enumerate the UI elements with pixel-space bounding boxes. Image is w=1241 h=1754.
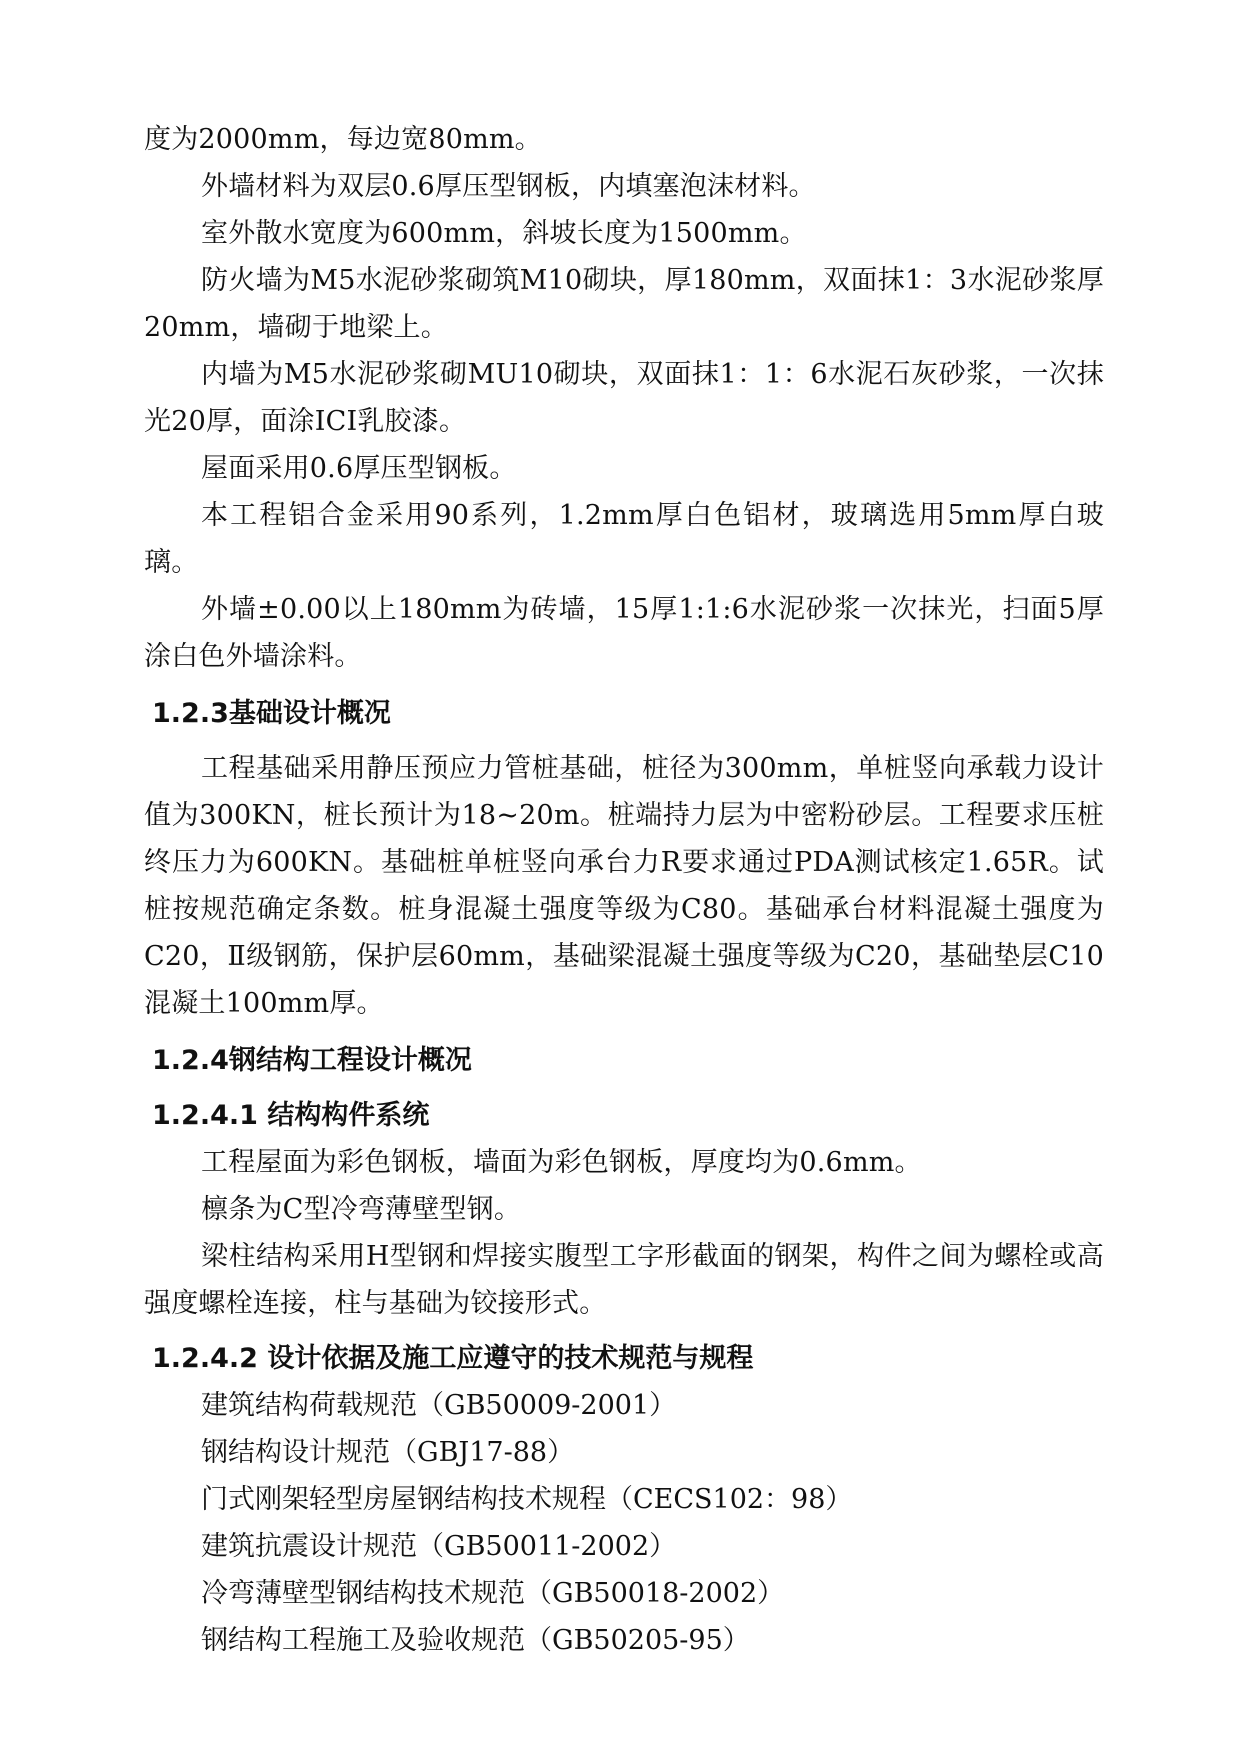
paragraph-firewall: 防火墙为M5水泥砂浆砌筑M10砌块，厚180mm，双面抹1：3水泥砂浆厚20mm，墙砌于地梁上。 — [144, 265, 1104, 343]
heading-1-2-4-1: 1.2.4.1 结构构件系统 — [152, 1100, 430, 1131]
paragraph-roof: 屋面采用0.6厚压型钢板。 — [201, 453, 517, 484]
list-item: 钢结构设计规范（GBJ17-88） — [201, 1437, 575, 1468]
paragraph-foundation: 工程基础采用静压预应力管桩基础，桩径为300mm，单桩竖向承载力设计值为300KN，桩长预计为18~20m。桩端持力层为中密粉砂层。工程要求压桩终压力为600KN。基础桩单桩竖向承台力R要求通过PDA测试核定1.65R。试桩按规范确定条数。桩身混凝土强度等级为C80。基础承台材料混凝土强度为C20，Ⅱ级钢筋，保护层60mm，基础梁混凝土强度等级为C20，基础垫层C10混凝土100mm厚。 — [144, 753, 1104, 1019]
paragraph-beams-columns: 梁柱结构采用H型钢和焊接实腹型工字形截面的钢架，构件之间为螺栓或高强度螺栓连接，柱与基础为铰接形式。 — [144, 1241, 1104, 1319]
paragraph-continuation: 度为2000mm，每边宽80mm。 — [144, 124, 542, 155]
paragraph-purlins: 檩条为C型冷弯薄壁型钢。 — [201, 1194, 522, 1225]
list-item: 建筑结构荷载规范（GB50009-2001） — [201, 1390, 677, 1421]
page-content — [144, 116, 1104, 1664]
heading-1-2-3: 1.2.3基础设计概况 — [152, 698, 391, 729]
list-item: 钢结构工程施工及验收规范（GB50205-95） — [201, 1625, 750, 1656]
heading-1-2-4: 1.2.4钢结构工程设计概况 — [152, 1045, 472, 1076]
paragraph-inner-wall: 内墙为M5水泥砂浆砌MU10砌块，双面抹1：1：6水泥石灰砂浆，一次抹光20厚，面涂ICI乳胶漆。 — [144, 359, 1104, 437]
paragraph-roof-wall-panels: 工程屋面为彩色钢板，墙面为彩色钢板，厚度均为0.6mm。 — [201, 1147, 922, 1178]
list-item: 建筑抗震设计规范（GB50011-2002） — [201, 1531, 677, 1562]
standards-list — [144, 1382, 1104, 1664]
paragraph-outer-wall: 外墙材料为双层0.6厚压型钢板，内填塞泡沫材料。 — [201, 171, 816, 202]
paragraph-apron: 室外散水宽度为600mm，斜坡长度为1500mm。 — [201, 218, 807, 249]
list-item: 门式刚架轻型房屋钢结构技术规程（CECS102：98） — [201, 1484, 853, 1515]
paragraph-aluminum: 本工程铝合金采用90系列，1.2mm厚白色铝材，玻璃选用5mm厚白玻璃。 — [144, 500, 1104, 578]
list-item: 冷弯薄壁型钢结构技术规范（GB50018-2002） — [201, 1578, 785, 1609]
paragraph-brick-wall: 外墙±0.00以上180mm为砖墙，15厚1:1:6水泥砂浆一次抹光，扫面5厚涂白色外墙涂料。 — [144, 594, 1104, 672]
heading-1-2-4-2: 1.2.4.2 设计依据及施工应遵守的技术规范与规程 — [152, 1343, 754, 1374]
